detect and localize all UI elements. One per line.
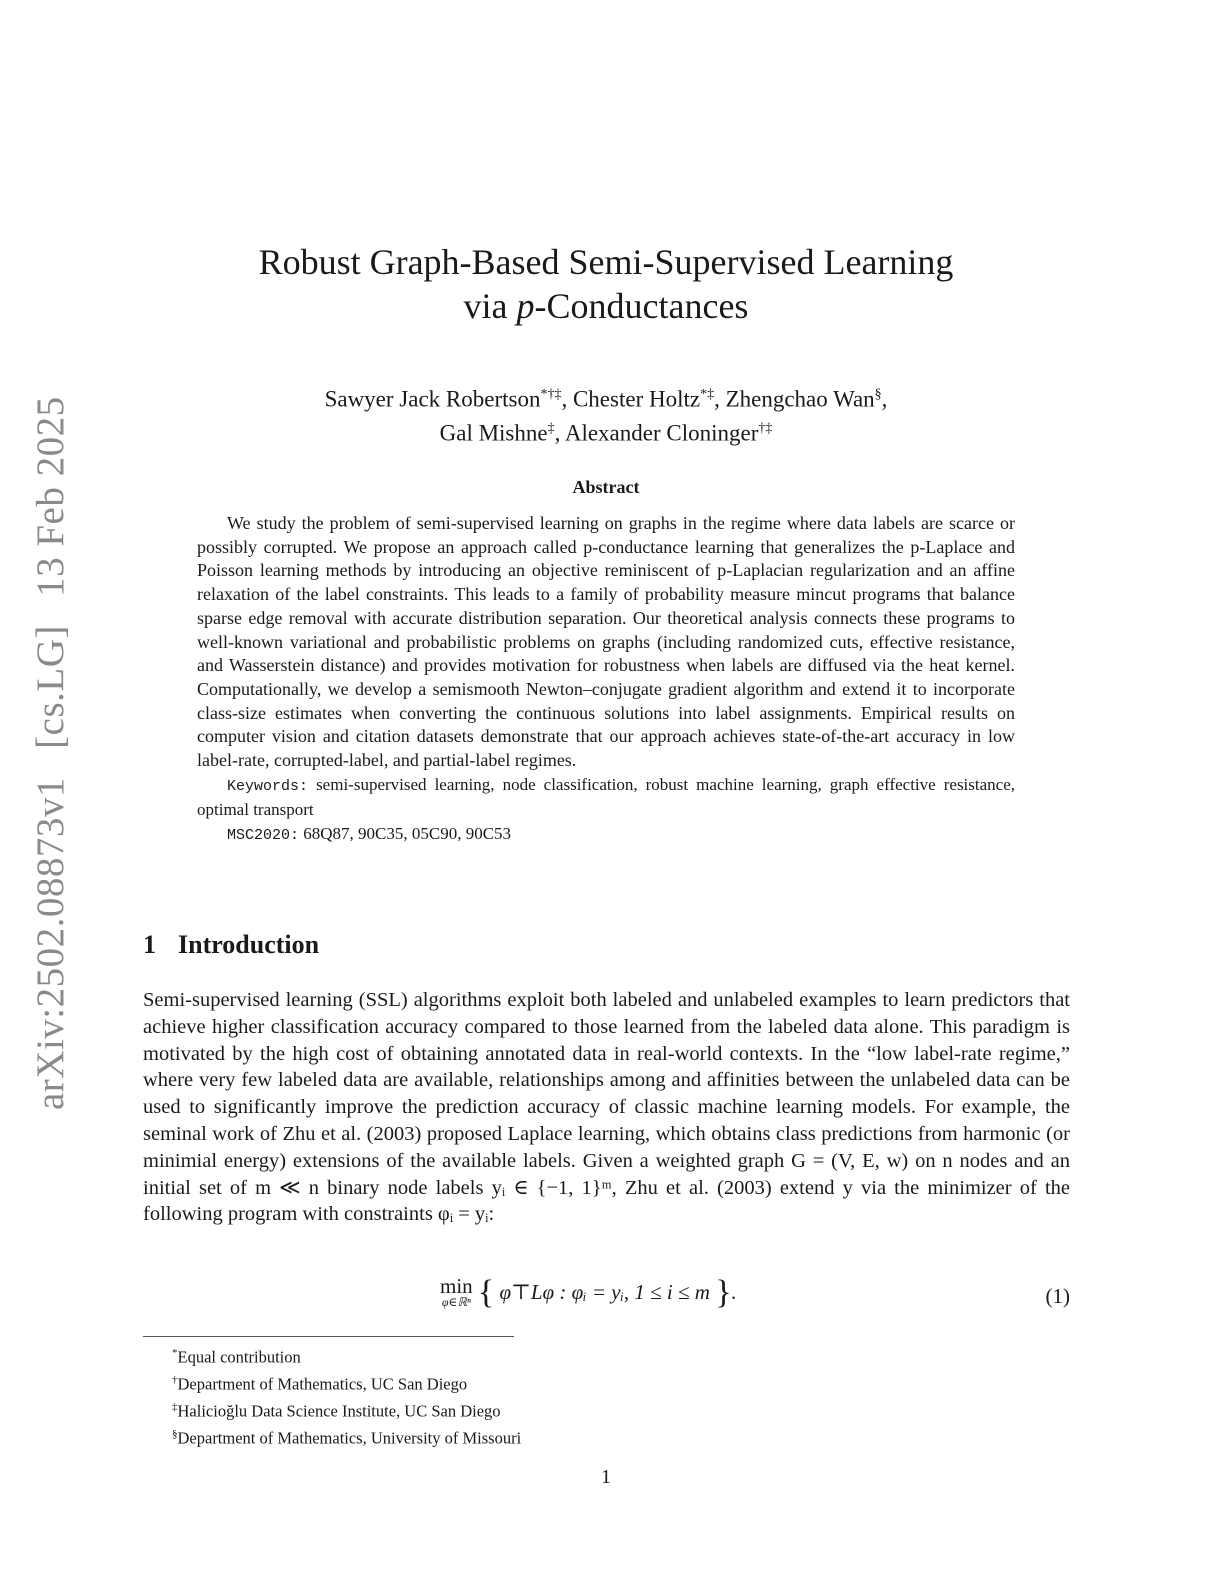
title-prefix: via — [463, 286, 517, 326]
footnote-mark: † — [172, 1374, 178, 1386]
footnote-mark: § — [172, 1428, 178, 1440]
keywords-label: Keywords: — [227, 777, 309, 795]
title-line-2 — [0, 284, 1212, 328]
body-text — [143, 987, 1070, 1228]
author: Alexander Cloninger — [564, 420, 759, 446]
author: Sawyer Jack Robertson — [324, 386, 541, 412]
footnote — [172, 1396, 521, 1423]
min-label: min — [440, 1274, 473, 1298]
footnote-mark: ‡ — [172, 1401, 178, 1413]
footnote-mark: * — [172, 1347, 178, 1359]
footnote-text: Halicioğlu Data Science Institute, UC San Diego — [177, 1401, 501, 1421]
intro-paragraph: Semi-supervised learning (SSL) algorithms exploit both labeled and unlabeled examples to learn predictors that achieve higher classification accuracy compared to those learned from the labeled data alone. This paradigm is motivated by the high cost of obtaining annotated data in real-world contexts. In the “low label-rate regime,” where very few labeled data are available, relationships among and affinities between the unlabeled data can be used to significantly improve the prediction accuracy of classic machine learning models. For example, the seminal work of Zhu et al. (2003) proposed Laplace learning, which obtains class predictions from harmonic (or minimial energy) extensions of the available labels. Given a weighted graph G = (V, E, w) on n nodes and an initial set of m ≪ n binary node labels yᵢ ∈ {−1, 1}ᵐ, Zhu et al. (2003) extend y via the minimizer of the following program with constraints φᵢ = yᵢ: — [143, 989, 1070, 1226]
author-line-2: Gal Mishne‡, Alexander Cloninger†‡ — [439, 420, 773, 446]
abstract-text: We study the problem of semi-supervised learning on graphs in the regime where data labels are scarce or possibly corrupted. We propose an approach called p-conductance learning that generalizes the p-Laplace and Poisson learning methods by introducing an objective reminiscent of p-Laplacian regularization and an affine relaxation of the label constraints. This leads to a family of probability measure mincut programs that balance sparse edge removal with accurate distribution separation. Our theoretical analysis connects these programs to well-known variational and probabilistic problems on graphs (including randomized cuts, effective resistance, and Wasserstein distance) and provides motivation for robustness when labels are diffused via the heat kernel. Computationally, we develop a semismooth Newton–conjugate gradient algorithm and extend it to incorporate class-size estimates when converting the continuous solutions into label assignments. Empirical results on computer vision and citation datasets demonstrate that our approach achieves state-of-the-art accuracy in low label-rate, corrupted-label, and partial-label regimes. — [197, 513, 1015, 771]
footnote — [172, 1342, 521, 1369]
arxiv-id: arXiv:2502.08873v1 — [29, 777, 72, 1110]
author-line-1: Sawyer Jack Robertson*†‡, Chester Holtz*‡, Zhengchao Wan§, — [324, 386, 888, 412]
keywords — [197, 773, 1015, 822]
footnote-rule — [143, 1336, 514, 1337]
footnote — [172, 1423, 521, 1450]
author-affil-marks: *†‡ — [540, 387, 562, 402]
equation-1 — [143, 1274, 1070, 1324]
equation-expression — [440, 1274, 737, 1312]
title-suffix: -Conductances — [534, 286, 749, 326]
author-affil-marks: †‡ — [758, 420, 773, 436]
author-list — [0, 380, 1212, 447]
title-line-1: Robust Graph-Based Semi-Supervised Learning — [258, 242, 954, 282]
author: Zhengchao Wan — [725, 386, 875, 412]
author: Gal Mishne — [439, 420, 548, 446]
equation-number: (1) — [1045, 1284, 1070, 1308]
msc-label: MSC2020: — [227, 827, 300, 845]
footnote-text: Department of Mathematics, UC San Diego — [177, 1374, 468, 1394]
right-brace: } — [715, 1274, 732, 1311]
left-brace: { — [477, 1274, 495, 1311]
author: Chester Holtz — [572, 386, 701, 412]
equation-min-operator — [440, 1274, 473, 1310]
author-affil-marks: ‡ — [547, 420, 555, 436]
msc-codes — [197, 822, 1015, 848]
arxiv-date: 13 Feb 2025 — [29, 396, 72, 597]
section-number: 1 — [143, 930, 156, 959]
paper-title — [0, 240, 1212, 328]
footnote — [172, 1369, 521, 1396]
abstract — [197, 512, 1015, 848]
author-affil-marks: § — [874, 387, 882, 402]
section-heading — [143, 930, 319, 960]
footnote-text: Department of Mathematics, University of Missouri — [177, 1428, 522, 1448]
page-number: 1 — [601, 1466, 611, 1488]
title-italic-p: p — [516, 286, 535, 326]
footnotes — [172, 1342, 521, 1450]
equation-body: φ⊤Lφ : φᵢ = yᵢ, 1 ≤ i ≤ m — [499, 1280, 710, 1304]
keywords-text: semi-supervised learning, node classification, robust machine learning, graph effective resistance, optimal transport — [197, 774, 1016, 820]
footnote-text: Equal contribution — [177, 1347, 301, 1367]
arxiv-category: [cs.LG] — [29, 625, 72, 749]
equation-period: . — [731, 1280, 737, 1304]
abstract-heading: Abstract — [572, 477, 640, 497]
msc-text: 68Q87, 90C35, 05C90, 90C53 — [303, 824, 512, 844]
min-subscript: φ∈ℝⁿ — [441, 1295, 471, 1309]
author-affil-marks: *‡ — [700, 387, 715, 402]
section-title: Introduction — [178, 930, 320, 959]
